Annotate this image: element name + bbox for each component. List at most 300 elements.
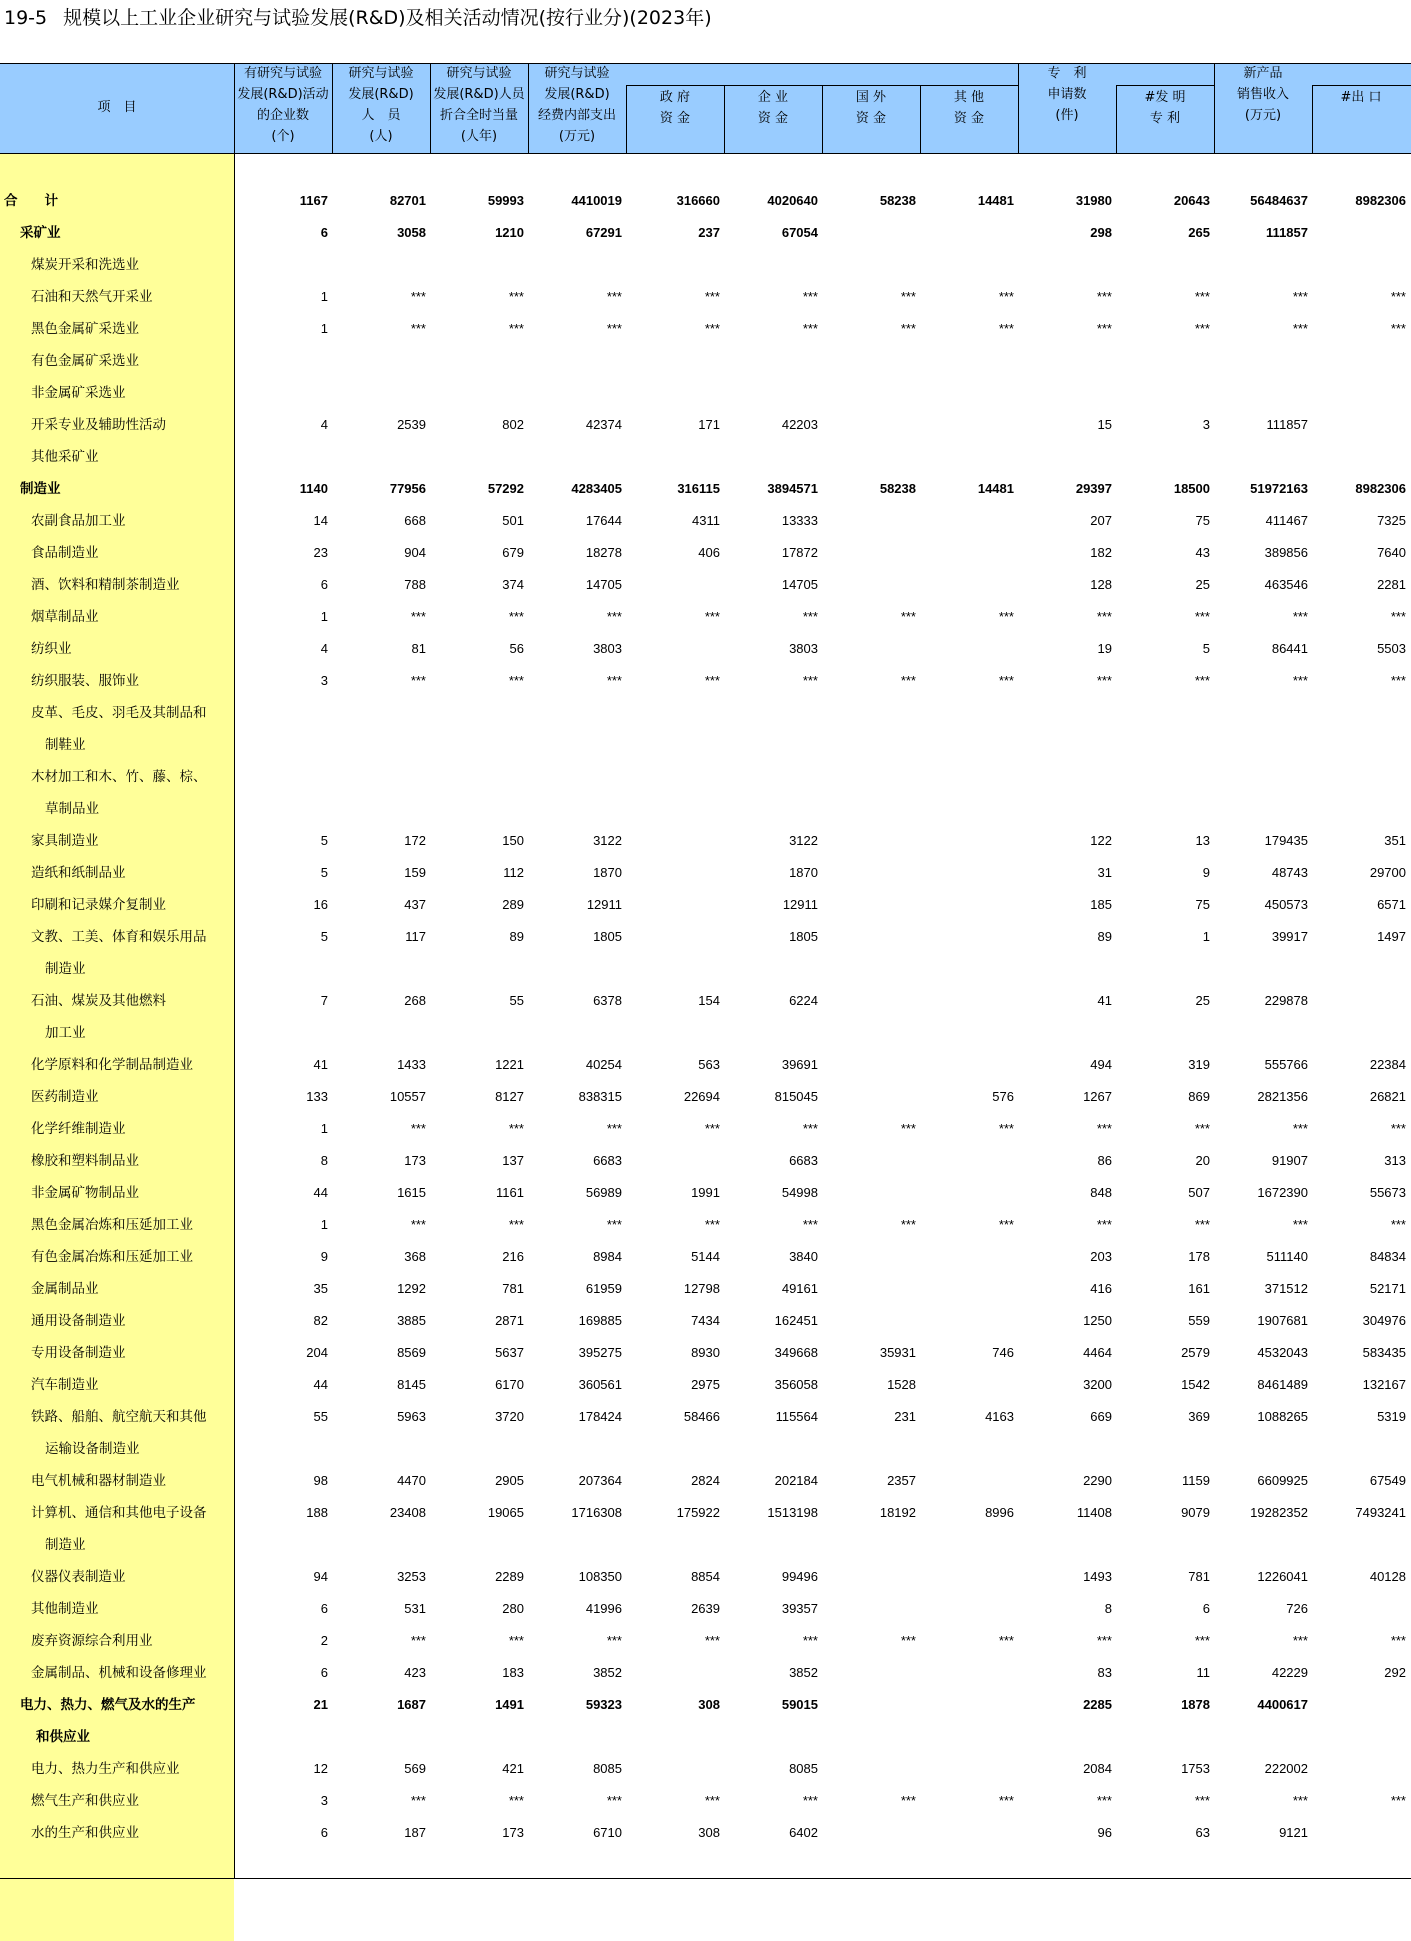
header-col-2 — [332, 63, 430, 147]
header-col-1-line: 有研究与试验 — [243, 66, 322, 81]
row-label: 电气机械和器材制造业 — [31, 1473, 166, 1489]
table-cell: 423 — [404, 1665, 426, 1680]
table-cell: 154 — [698, 993, 720, 1008]
table-cell: 57292 — [487, 481, 524, 496]
table-cell: 8 — [320, 1153, 328, 1168]
table-title-text: 规模以上工业企业研究与试验发展(R&D)及相关活动情况(按行业分)(2023年) — [63, 7, 712, 29]
table-cell: 1497 — [1377, 929, 1406, 944]
header-col-4-line: 研究与试验 — [544, 66, 610, 81]
table-number: 19-5 — [4, 7, 48, 29]
table-cell: *** — [606, 1793, 622, 1808]
table-cell: 40128 — [1369, 1569, 1406, 1584]
header-top-rule — [0, 63, 1411, 64]
row-label-continued: 草制品业 — [45, 801, 99, 817]
table-cell: 75 — [1195, 897, 1210, 912]
table-cell: 29700 — [1369, 865, 1406, 880]
table-cell: 8085 — [789, 1761, 818, 1776]
table-cell: 406 — [698, 545, 720, 560]
table-cell: 421 — [502, 1761, 524, 1776]
table-cell: 6170 — [495, 1377, 524, 1392]
header-col-divider — [1116, 85, 1117, 153]
table-cell: 1870 — [789, 865, 818, 880]
table-cell: 1267 — [1083, 1089, 1112, 1104]
table-cell: 51972163 — [1250, 481, 1308, 496]
table-cell: 6609925 — [1257, 1473, 1308, 1488]
table-cell: 29397 — [1075, 481, 1112, 496]
table-cell: 172 — [404, 833, 426, 848]
table-cell: 511140 — [1266, 1249, 1308, 1264]
table-cell: 416 — [1090, 1281, 1112, 1296]
table-cell: 133 — [306, 1089, 328, 1104]
table-cell: 679 — [502, 545, 524, 560]
table-cell: 207364 — [578, 1473, 622, 1488]
table-cell: 6 — [320, 1601, 328, 1616]
table-cell: 6 — [1202, 1601, 1210, 1616]
header-col-5-line: 政 府 — [659, 90, 691, 105]
table-cell: *** — [606, 1633, 622, 1648]
table-cell: 1292 — [397, 1281, 426, 1296]
table-cell: 3885 — [397, 1313, 426, 1328]
table-cell: 351 — [1384, 833, 1406, 848]
table-cell: *** — [1390, 1633, 1406, 1648]
table-cell: 316660 — [676, 193, 720, 208]
table-cell: 3122 — [789, 833, 818, 848]
table-cell: 59015 — [781, 1697, 818, 1712]
table-cell: 4311 — [692, 513, 720, 528]
table-cell: *** — [802, 609, 818, 624]
table-cell: 781 — [1188, 1569, 1210, 1584]
table-cell: 4470 — [397, 1473, 426, 1488]
table-cell: *** — [1292, 1633, 1308, 1648]
header-col-3-line: 发展(R&D)人员 — [433, 87, 525, 102]
table-cell: 1161 — [496, 1185, 524, 1200]
header-col-3-line: (人年) — [460, 129, 498, 144]
table-cell: 182 — [1090, 545, 1112, 560]
table-cell: 1433 — [397, 1057, 426, 1072]
table-cell: 55 — [509, 993, 524, 1008]
table-cell: 1 — [320, 609, 328, 624]
table-cell: *** — [508, 289, 524, 304]
table-title — [4, 6, 712, 30]
table-cell: 368 — [404, 1249, 426, 1264]
row-label: 电力、热力生产和供应业 — [31, 1761, 180, 1777]
table-cell: 229878 — [1264, 993, 1308, 1008]
table-cell: 3 — [320, 673, 328, 688]
table-cell: 31980 — [1075, 193, 1112, 208]
table-cell: *** — [704, 1793, 720, 1808]
table-cell: 1615 — [397, 1185, 426, 1200]
table-cell: 12911 — [586, 897, 622, 912]
table-cell: 8085 — [593, 1761, 622, 1776]
header-col-12-line: #出 口 — [1340, 90, 1382, 105]
table-cell: 6710 — [593, 1825, 622, 1840]
table-cell: 6224 — [789, 993, 818, 1008]
table-cell: 563 — [698, 1057, 720, 1072]
row-label: 文教、工美、体育和娱乐用品 — [31, 929, 207, 945]
table-cell: 2539 — [397, 417, 426, 432]
table-cell: 75 — [1195, 513, 1210, 528]
header-col-7 — [822, 87, 920, 129]
table-cell: *** — [704, 1217, 720, 1232]
row-label: 家具制造业 — [31, 833, 99, 849]
table-cell: 3122 — [593, 833, 622, 848]
table-cell: 7493241 — [1355, 1505, 1406, 1520]
row-label: 纺织业 — [31, 641, 72, 657]
row-label: 黑色金属冶炼和压延加工业 — [31, 1217, 193, 1233]
table-cell: *** — [802, 1217, 818, 1232]
table-cell: *** — [1390, 1793, 1406, 1808]
header-col-3-line: 研究与试验 — [446, 66, 512, 81]
table-cell: *** — [410, 1121, 426, 1136]
row-label: 铁路、船舶、航空航天和其他 — [31, 1409, 207, 1425]
table-cell: 150 — [502, 833, 524, 848]
table-cell: 18192 — [879, 1505, 916, 1520]
table-cell: 5963 — [397, 1409, 426, 1424]
table-cell: 308 — [698, 1697, 720, 1712]
header-col-11 — [1214, 63, 1312, 126]
table-cell: 132167 — [1362, 1377, 1406, 1392]
header-col-divider — [332, 63, 333, 153]
table-cell: *** — [900, 289, 916, 304]
table-cell: 173 — [404, 1153, 426, 1168]
table-cell: 2 — [320, 1633, 328, 1648]
table-cell: 3840 — [789, 1249, 818, 1264]
header-col-10 — [1116, 87, 1214, 129]
table-cell: 265 — [1188, 225, 1210, 240]
table-cell: *** — [998, 1121, 1014, 1136]
table-cell: *** — [1292, 1217, 1308, 1232]
table-cell: 169885 — [578, 1313, 622, 1328]
table-cell: 6402 — [789, 1825, 818, 1840]
table-cell: 1493 — [1083, 1569, 1112, 1584]
table-cell: *** — [1194, 1633, 1210, 1648]
table-cell: *** — [606, 673, 622, 688]
table-cell: 7434 — [691, 1313, 720, 1328]
table-cell: 583435 — [1362, 1345, 1406, 1360]
row-label-continued: 运输设备制造业 — [45, 1441, 140, 1457]
header-col-3 — [430, 63, 528, 147]
row-label: 煤炭开采和洗选业 — [31, 257, 139, 273]
table-cell: 55673 — [1369, 1185, 1406, 1200]
row-label: 合 计 — [4, 193, 58, 209]
table-cell: *** — [704, 609, 720, 624]
row-label: 通用设备制造业 — [31, 1313, 126, 1329]
table-cell: 356058 — [774, 1377, 818, 1392]
header-col-divider — [626, 85, 627, 153]
table-cell: 280 — [502, 1601, 524, 1616]
table-cell: 8854 — [691, 1569, 720, 1584]
table-cell: 22384 — [1369, 1057, 1406, 1072]
table-cell: 4020640 — [767, 193, 818, 208]
table-cell: 231 — [894, 1409, 916, 1424]
table-cell: 9079 — [1181, 1505, 1210, 1520]
table-cell: *** — [1292, 1121, 1308, 1136]
table-cell: *** — [998, 609, 1014, 624]
newproduct-group-rule — [1312, 85, 1411, 86]
row-label-continued: 和供应业 — [36, 1729, 90, 1745]
table-cell: *** — [606, 321, 622, 336]
row-label: 汽车制造业 — [31, 1377, 99, 1393]
table-cell: *** — [998, 321, 1014, 336]
header-col-5-line: 资 金 — [659, 111, 691, 126]
table-cell: 1991 — [691, 1185, 720, 1200]
table-cell: 494 — [1090, 1057, 1112, 1072]
table-cell: 3200 — [1083, 1377, 1112, 1392]
table-cell: 1542 — [1181, 1377, 1210, 1392]
table-cell: *** — [508, 321, 524, 336]
table-cell: 55 — [313, 1409, 328, 1424]
header-col-6-line: 资 金 — [757, 111, 789, 126]
table-cell: 42203 — [781, 417, 818, 432]
table-cell: 94 — [313, 1569, 328, 1584]
row-label-continued: 制造业 — [45, 1537, 86, 1553]
table-cell: *** — [1194, 1217, 1210, 1232]
table-cell: 11 — [1196, 1665, 1210, 1680]
table-cell: *** — [508, 673, 524, 688]
table-cell: 81 — [411, 641, 426, 656]
table-cell: *** — [1096, 321, 1112, 336]
table-cell: 268 — [404, 993, 426, 1008]
table-cell: 21 — [313, 1697, 328, 1712]
table-cell: 22694 — [683, 1089, 720, 1104]
table-cell: 4410019 — [571, 193, 622, 208]
table-cell: *** — [508, 1121, 524, 1136]
table-cell: 17644 — [585, 513, 622, 528]
table-cell: 5637 — [495, 1345, 524, 1360]
table-cell: 86 — [1097, 1153, 1112, 1168]
table-cell: 171 — [698, 417, 720, 432]
header-col-divider — [920, 85, 921, 153]
row-label: 开采专业及辅助性活动 — [31, 417, 166, 433]
header-col-9-line: 申请数 — [1047, 87, 1087, 102]
table-cell: 1 — [320, 1121, 328, 1136]
table-cell: 11408 — [1076, 1505, 1112, 1520]
table-cell: 4532043 — [1257, 1345, 1308, 1360]
table-cell: 19282352 — [1250, 1505, 1308, 1520]
table-cell: 188 — [306, 1505, 328, 1520]
table-cell: 19 — [1097, 641, 1112, 656]
row-label: 橡胶和塑料制品业 — [31, 1153, 139, 1169]
table-cell: 395275 — [578, 1345, 622, 1360]
table-cell: 289 — [502, 897, 524, 912]
table-cell: 178 — [1188, 1249, 1210, 1264]
table-cell: 4464 — [1083, 1345, 1112, 1360]
table-cell: *** — [1390, 609, 1406, 624]
table-cell: 204 — [306, 1345, 328, 1360]
table-cell: 3803 — [789, 641, 818, 656]
table-cell: 4 — [320, 417, 328, 432]
table-cell: 2285 — [1083, 1697, 1112, 1712]
table-cell: *** — [1096, 289, 1112, 304]
table-cell: 1672390 — [1257, 1185, 1308, 1200]
row-label: 印刷和记录媒介复制业 — [31, 897, 166, 913]
table-cell: 14705 — [585, 577, 622, 592]
table-cell: *** — [508, 1217, 524, 1232]
table-cell: 3852 — [593, 1665, 622, 1680]
table-cell: 2824 — [691, 1473, 720, 1488]
table-cell: 122 — [1090, 833, 1112, 848]
header-col-2-line: 发展(R&D) — [348, 87, 414, 102]
table-cell: *** — [606, 609, 622, 624]
table-cell: 3253 — [397, 1569, 426, 1584]
table-cell: 13333 — [781, 513, 818, 528]
table-cell: *** — [802, 1633, 818, 1648]
table-cell: 14481 — [977, 481, 1014, 496]
table-cell: *** — [704, 1121, 720, 1136]
table-cell: 6683 — [789, 1153, 818, 1168]
table-cell: 2289 — [495, 1569, 524, 1584]
table-cell: 569 — [404, 1761, 426, 1776]
table-cell: 222002 — [1264, 1761, 1308, 1776]
table-cell: 185 — [1090, 897, 1112, 912]
header-col-1 — [234, 63, 332, 147]
table-cell: 179435 — [1264, 833, 1308, 848]
table-cell: *** — [998, 289, 1014, 304]
table-cell: 56484637 — [1250, 193, 1308, 208]
table-cell: *** — [900, 321, 916, 336]
table-cell: 555766 — [1264, 1057, 1308, 1072]
table-cell: *** — [998, 1217, 1014, 1232]
header-col-divider — [1312, 85, 1313, 153]
header-col-9-line: 专 利 — [1047, 66, 1087, 81]
table-cell: *** — [410, 609, 426, 624]
table-cell: 44 — [313, 1185, 328, 1200]
table-cell: *** — [900, 1121, 916, 1136]
table-cell: 83 — [1097, 1665, 1112, 1680]
table-cell: 746 — [992, 1345, 1014, 1360]
patent-group-rule — [1116, 85, 1214, 86]
table-cell: 8982306 — [1355, 193, 1406, 208]
table-bottom-rule — [0, 1878, 1411, 1879]
table-cell: 6 — [320, 1665, 328, 1680]
table-cell: 40254 — [585, 1057, 622, 1072]
table-cell: *** — [900, 609, 916, 624]
table-cell: 56989 — [585, 1185, 622, 1200]
table-cell: 1805 — [789, 929, 818, 944]
table-cell: *** — [1194, 673, 1210, 688]
header-col-12 — [1312, 87, 1410, 108]
table-cell: 5 — [320, 865, 328, 880]
table-cell: 669 — [1090, 1409, 1112, 1424]
table-cell: 374 — [502, 577, 524, 592]
table-cell: 501 — [502, 513, 524, 528]
header-col-divider — [1018, 63, 1019, 153]
table-cell: 1753 — [1181, 1761, 1210, 1776]
header-col-11-line: 新产品 — [1243, 66, 1283, 81]
row-label: 金属制品、机械和设备修理业 — [31, 1665, 207, 1681]
header-col-7-line: 资 金 — [855, 111, 887, 126]
table-cell: 838315 — [578, 1089, 622, 1104]
table-cell: 82701 — [389, 193, 426, 208]
table-cell: *** — [1194, 289, 1210, 304]
header-col-1-line: 的企业数 — [256, 108, 309, 123]
table-cell: *** — [1292, 321, 1308, 336]
table-cell: *** — [508, 1633, 524, 1648]
data-table — [0, 63, 1411, 1881]
table-cell: 202184 — [774, 1473, 818, 1488]
table-cell: 411467 — [1265, 513, 1308, 528]
table-cell: *** — [802, 1793, 818, 1808]
table-cell: 14 — [313, 513, 328, 528]
table-cell: 111857 — [1266, 417, 1308, 432]
table-cell: 25 — [1195, 577, 1210, 592]
table-cell: *** — [1292, 1793, 1308, 1808]
table-cell: 848 — [1090, 1185, 1112, 1200]
row-label: 废弃资源综合利用业 — [31, 1633, 153, 1649]
table-cell: 112 — [503, 865, 524, 880]
table-cell: 304976 — [1362, 1313, 1406, 1328]
table-cell: 5319 — [1377, 1409, 1406, 1424]
table-cell: 8569 — [397, 1345, 426, 1360]
table-cell: 869 — [1188, 1089, 1210, 1104]
table-cell: 86441 — [1271, 641, 1308, 656]
table-cell: 82 — [313, 1313, 328, 1328]
table-cell: 128 — [1090, 577, 1112, 592]
table-cell: 12798 — [683, 1281, 720, 1296]
table-cell: 19065 — [487, 1505, 524, 1520]
table-cell: 49161 — [781, 1281, 818, 1296]
table-cell: *** — [802, 321, 818, 336]
table-cell: 3894571 — [767, 481, 818, 496]
table-cell: 18278 — [585, 545, 622, 560]
header-col-7-line: 国 外 — [855, 90, 887, 105]
table-cell: 463546 — [1264, 577, 1308, 592]
row-label: 水的生产和供应业 — [31, 1825, 139, 1841]
table-cell: 42229 — [1271, 1665, 1308, 1680]
header-col-9-line: (件) — [1055, 108, 1079, 123]
header-col-2-line: 研究与试验 — [348, 66, 414, 81]
table-cell: 173 — [502, 1825, 524, 1840]
table-cell: 48743 — [1271, 865, 1308, 880]
table-cell: 175922 — [676, 1505, 720, 1520]
table-cell: *** — [1096, 673, 1112, 688]
table-cell: 1907681 — [1257, 1313, 1308, 1328]
header-col-8-line: 资 金 — [953, 111, 985, 126]
header-col-8 — [920, 87, 1018, 129]
row-label: 酒、饮料和精制茶制造业 — [31, 577, 180, 593]
table-cell: 5503 — [1377, 641, 1406, 656]
header-col-10-line: 专 利 — [1149, 111, 1181, 126]
table-cell: 1088265 — [1257, 1409, 1308, 1424]
table-cell: 781 — [502, 1281, 524, 1296]
table-cell: 159 — [404, 865, 426, 880]
table-cell: 137 — [502, 1153, 524, 1168]
table-cell: 8930 — [691, 1345, 720, 1360]
row-label: 医药制造业 — [31, 1089, 99, 1105]
table-cell: 162451 — [774, 1313, 818, 1328]
table-cell: *** — [704, 673, 720, 688]
row-label: 食品制造业 — [31, 545, 99, 561]
table-cell: 52171 — [1369, 1281, 1406, 1296]
header-col-divider — [234, 63, 235, 153]
header-col-divider — [430, 63, 431, 153]
row-label: 皮革、毛皮、羽毛及其制品和 — [31, 705, 207, 721]
table-cell: 26821 — [1369, 1089, 1406, 1104]
table-cell: 450573 — [1264, 897, 1308, 912]
row-label-continued: 加工业 — [45, 1025, 86, 1041]
table-cell: 67549 — [1369, 1473, 1406, 1488]
row-label: 石油、煤炭及其他燃料 — [31, 993, 166, 1009]
table-cell: 35 — [313, 1281, 328, 1296]
row-label: 农副食品加工业 — [31, 513, 126, 529]
table-cell: 108350 — [578, 1569, 622, 1584]
header-col-4-line: (万元) — [558, 129, 596, 144]
table-cell: *** — [704, 321, 720, 336]
header-col-divider — [528, 63, 529, 153]
table-cell: *** — [508, 609, 524, 624]
table-cell: 316115 — [677, 481, 720, 496]
table-cell: 67054 — [781, 225, 818, 240]
